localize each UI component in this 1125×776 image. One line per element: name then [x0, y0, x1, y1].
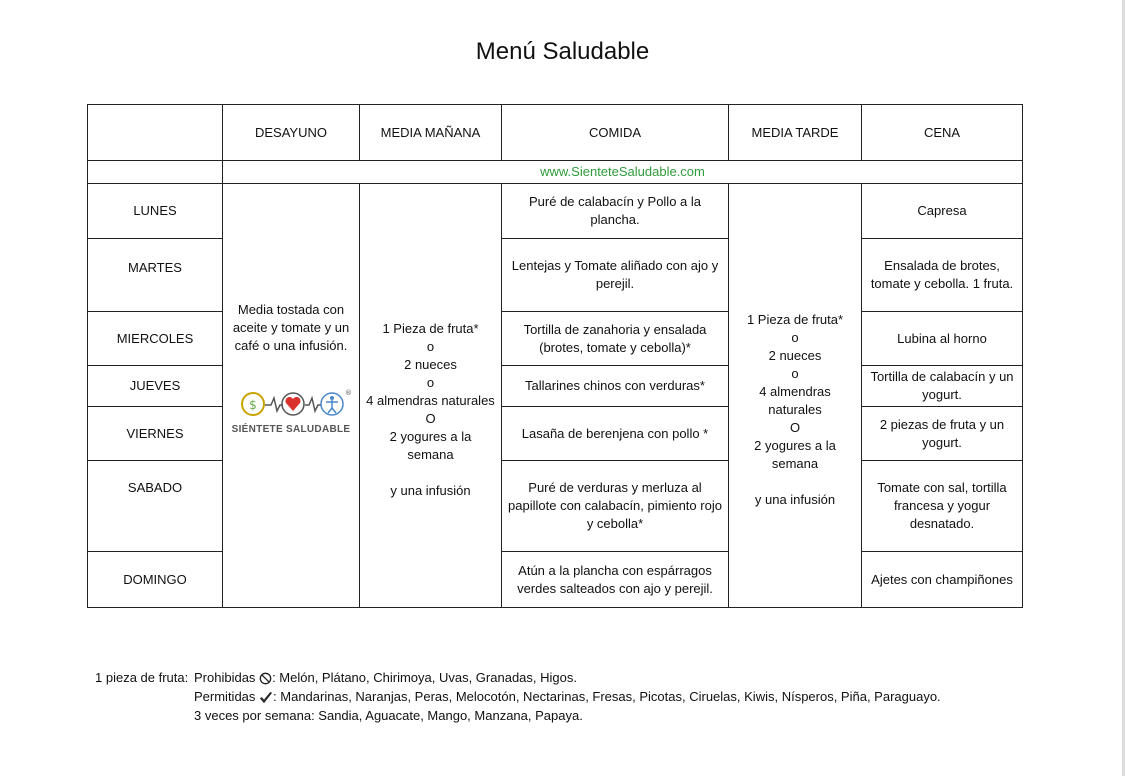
- cena-cell: 2 piezas de fruta y un yogurt.: [862, 407, 1023, 461]
- snack-line: 4 almendras naturales: [366, 392, 495, 408]
- comida-cell: Tallarines chinos con verduras*: [502, 366, 729, 407]
- comida-cell: Puré de calabacín y Pollo a la plancha.: [502, 184, 729, 239]
- snack-line: o: [791, 365, 799, 381]
- snack-line: O: [425, 410, 436, 426]
- column-header-media-tarde: MEDIA TARDE: [729, 105, 862, 161]
- prohibited-icon: [259, 672, 272, 685]
- snack-line: [735, 473, 855, 491]
- snack-line: O: [789, 419, 801, 435]
- column-header-cena: CENA: [862, 105, 1023, 161]
- day-label: DOMINGO: [88, 552, 223, 608]
- column-header-desayuno: DESAYUNO: [223, 105, 360, 161]
- check-icon: [259, 691, 273, 704]
- table-row: [88, 184, 1023, 239]
- comida-cell: Atún a la plancha con espárragos verdes salteados con ajo y perejil.: [502, 552, 729, 608]
- notes-row-permitidas: [95, 687, 941, 706]
- comida-cell: Puré de verduras y merluza al papillote con calabacín, pimiento rojo y cebolla*: [502, 461, 729, 552]
- website-link[interactable]: www.SienteteSaludable.com: [223, 161, 1023, 184]
- media-tarde-cell: [729, 184, 862, 608]
- day-label: JUEVES: [88, 366, 223, 407]
- cena-cell: Ajetes con champiñones: [862, 552, 1023, 608]
- cena-cell: Tomate con sal, tortilla francesa y yogur desnatado.: [862, 461, 1023, 552]
- snack-line: o: [426, 338, 435, 354]
- cena-cell: Capresa: [862, 184, 1023, 239]
- desayuno-cell: [223, 184, 360, 608]
- snack-line: 2 yogures a la semana: [389, 428, 472, 462]
- column-header-media-manana: MEDIA MAÑANA: [360, 105, 502, 161]
- permitidas-list: : Mandarinas, Naranjas, Peras, Melocotón, Nectarinas, Fresas, Picotas, Ciruelas, Kiwis, Nísperos, Piña, Paraguayo.: [273, 689, 941, 704]
- corner-cell: [88, 105, 223, 161]
- snack-line: 2 nueces: [404, 356, 457, 372]
- comida-cell: Tortilla de zanahoria y ensalada (brotes, tomate y cebolla)*: [502, 312, 729, 366]
- day-label: LUNES: [88, 184, 223, 239]
- snack-line: 4 almendras naturales: [759, 383, 831, 417]
- fruit-notes: [95, 668, 941, 725]
- day-label: VIERNES: [88, 407, 223, 461]
- prohibidas-label: Prohibidas: [194, 670, 256, 685]
- day-label: MARTES: [88, 239, 223, 312]
- snack-line: 2 nueces: [768, 347, 822, 363]
- snack-line: 1 Pieza de fruta*: [382, 320, 479, 336]
- comida-cell: Lentejas y Tomate aliñado con ajo y perejil.: [502, 239, 729, 312]
- semana-list: 3 veces por semana: Sandia, Aguacate, Mango, Manzana, Papaya.: [194, 708, 583, 723]
- snack-line: o: [791, 329, 799, 345]
- snack-line: 2 yogures a la semana: [754, 437, 836, 471]
- desayuno-text: Media tostada con aceite y tomate y un café o una infusión.: [232, 301, 350, 353]
- snack-line: o: [426, 374, 435, 390]
- notes-label: 1 pieza de fruta:: [95, 670, 189, 685]
- day-label: MIERCOLES: [88, 312, 223, 366]
- logo-text: SIÉNTETE SALUDABLE: [231, 423, 351, 435]
- notes-row-semana: [95, 706, 941, 725]
- permitidas-label: Permitidas: [194, 689, 256, 704]
- cena-cell: Lubina al horno: [862, 312, 1023, 366]
- snack-line: y una infusión: [754, 491, 836, 507]
- prohibidas-list: : Melón, Plátano, Chirimoya, Uvas, Granadas, Higos.: [272, 670, 577, 685]
- page-title: Menú Saludable: [475, 38, 650, 65]
- snack-line: [366, 464, 495, 482]
- cena-cell: Ensalada de brotes, tomate y cebolla. 1 fruta.: [862, 239, 1023, 312]
- menu-table: [87, 104, 1023, 608]
- logo: [231, 389, 351, 439]
- website-row: [88, 161, 1023, 184]
- day-label: SABADO: [88, 461, 223, 552]
- snack-line: y una infusión: [390, 482, 471, 498]
- column-header-comida: COMIDA: [502, 105, 729, 161]
- snack-line: 1 Pieza de fruta*: [746, 311, 844, 327]
- registered-mark: ®: [345, 388, 352, 397]
- logo-icon: [235, 388, 352, 419]
- header-row: [88, 105, 1023, 161]
- comida-cell: Lasaña de berenjena con pollo *: [502, 407, 729, 461]
- cena-cell: Tortilla de calabacín y un yogurt.: [862, 366, 1023, 407]
- media-manana-cell: [360, 184, 502, 608]
- notes-row-prohibidas: [95, 668, 941, 687]
- website-row-spacer: [88, 161, 223, 184]
- svg-text:$: $: [249, 397, 257, 412]
